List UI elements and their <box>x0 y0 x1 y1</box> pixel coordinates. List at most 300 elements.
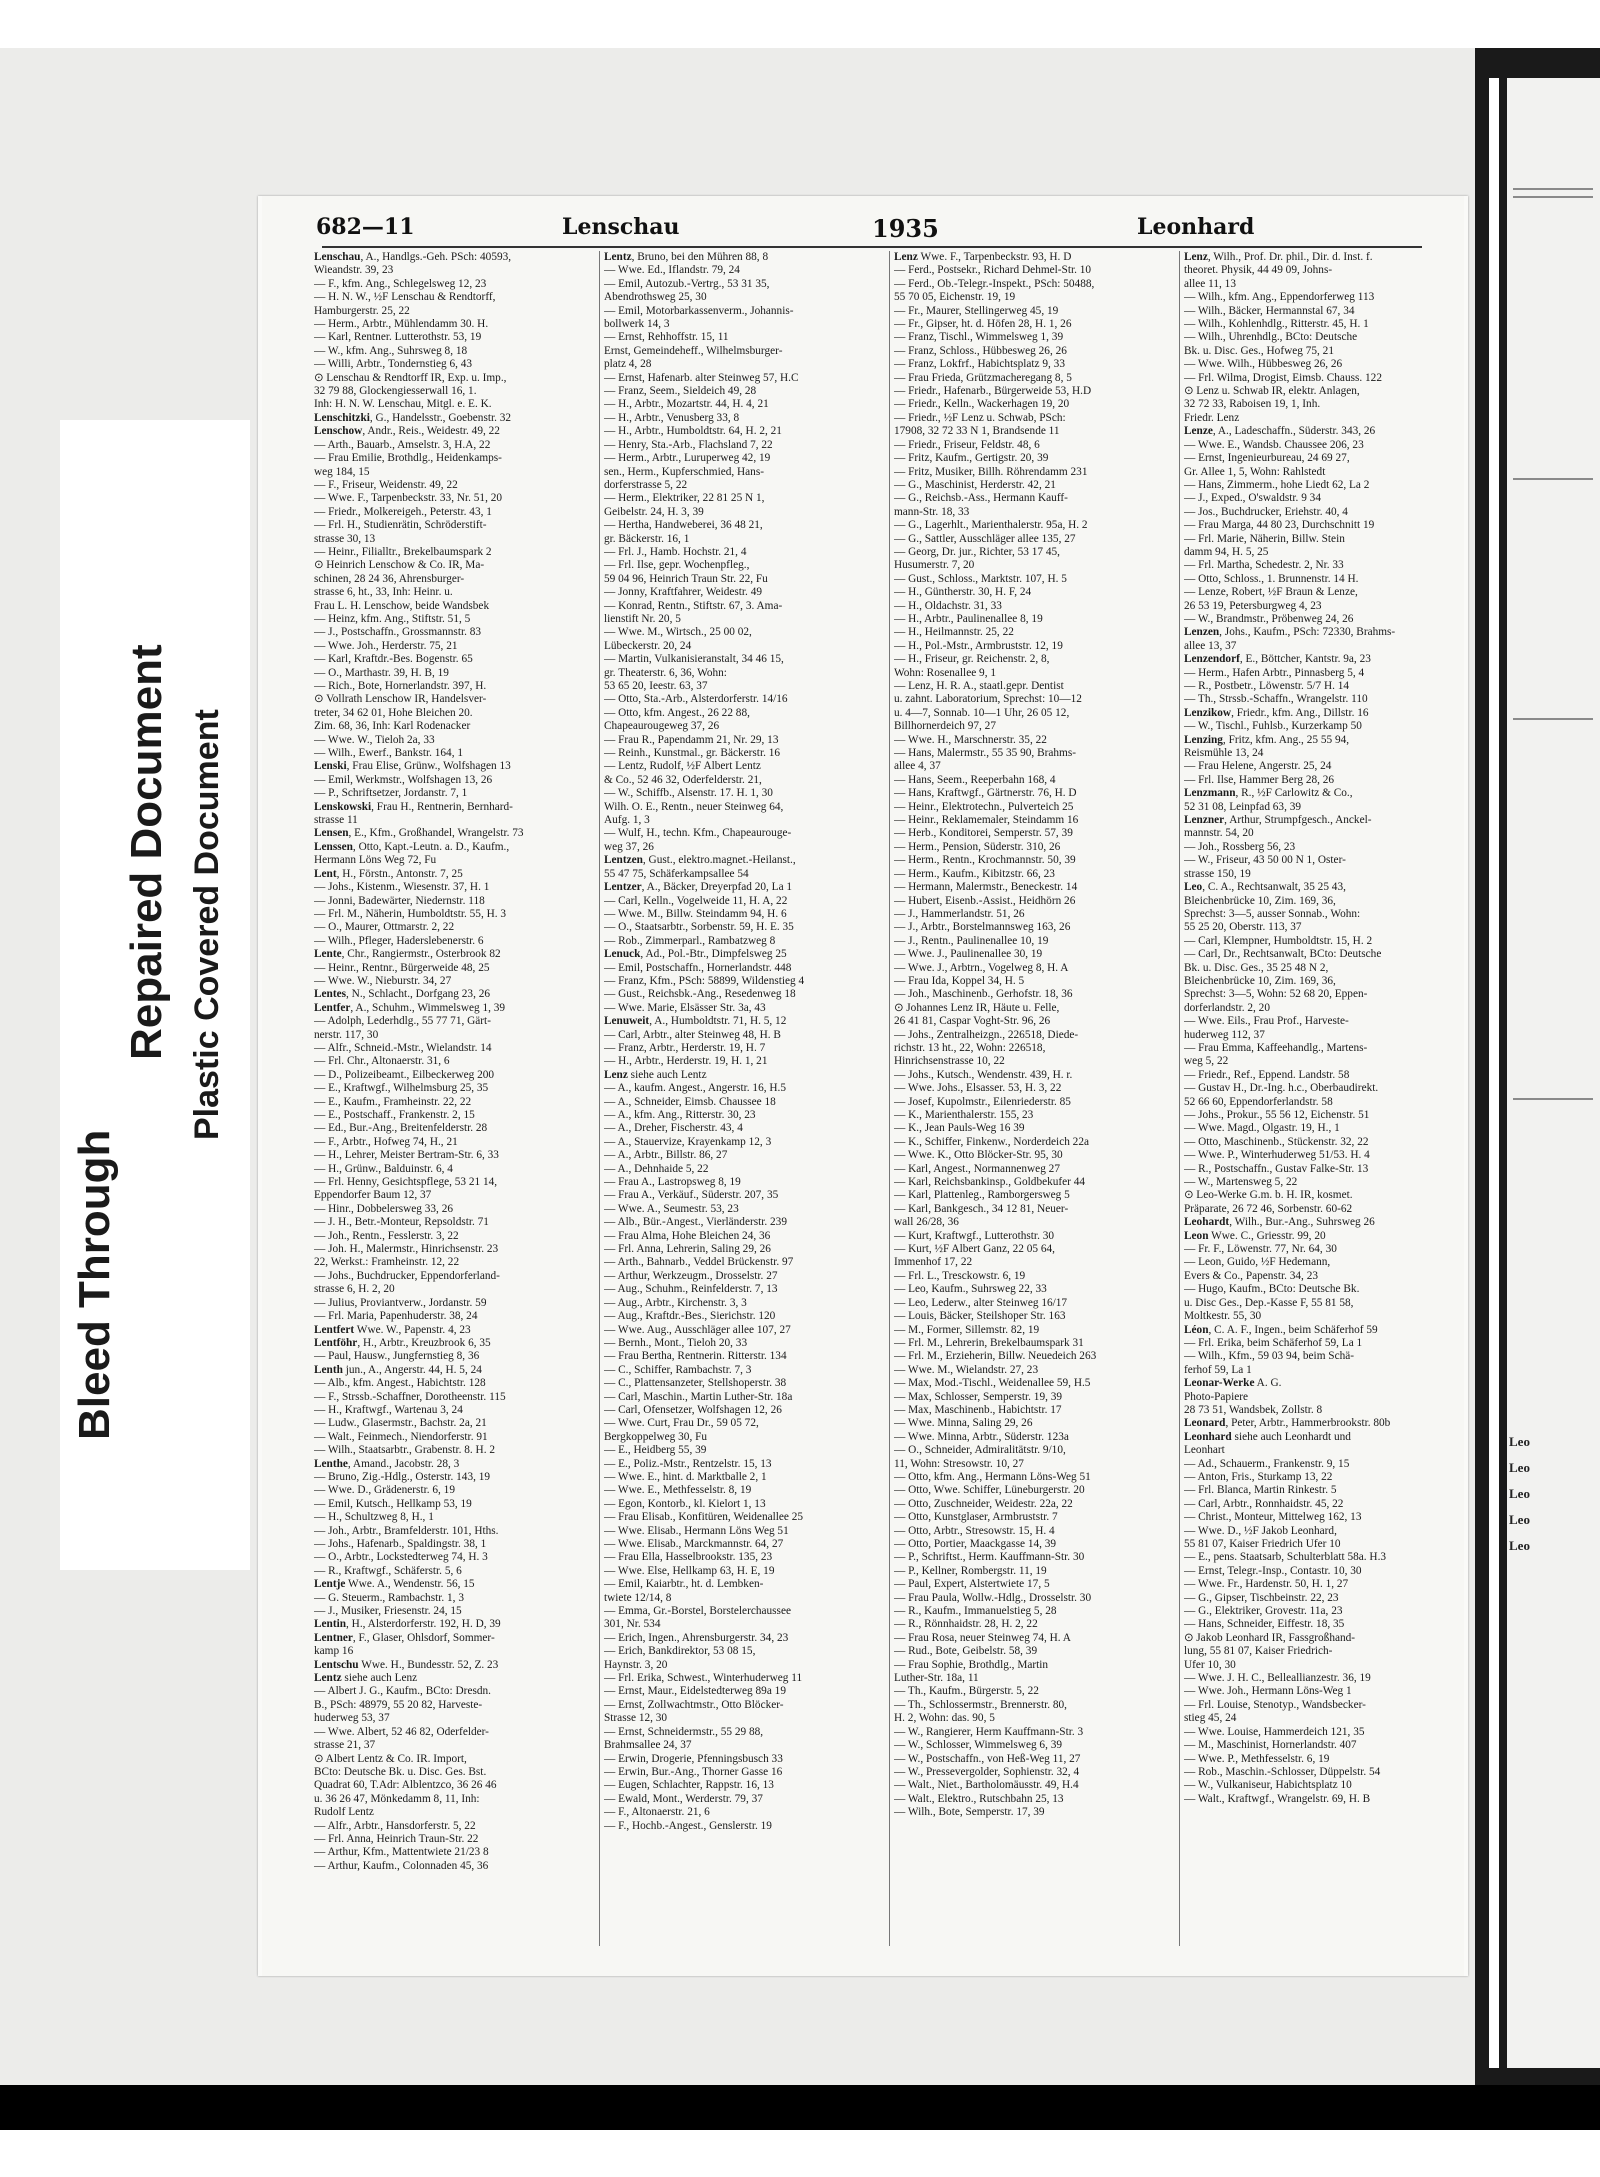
directory-entry: 26 41 81, Caspar Voght-Str. 96, 26 <box>894 1015 1051 1028</box>
directory-entry: 55 47 75, Schäferkampsallee 54 <box>604 867 749 880</box>
directory-entry: Lentz siehe auch Lenz <box>314 1672 418 1685</box>
directory-entry: twiete 12/14, 8 <box>604 1591 672 1604</box>
directory-entry: — F., Altonaerstr. 21, 6 <box>604 1806 710 1819</box>
directory-entry: — W., Brandmstr., Pröbenweg 24, 26 <box>1184 612 1354 625</box>
directory-entry: — Wwe. Minna, Saling 29, 26 <box>894 1417 1033 1430</box>
directory-entry: — J., Rentn., Paulinenallee 10, 19 <box>894 934 1049 947</box>
directory-entry: — J., Musiker, Friesenstr. 24, 15 <box>314 1605 462 1618</box>
directory-entry: — Albert J. G., Kaufm., BCto: Dresdn. <box>314 1685 491 1698</box>
directory-entry: — Th., Schlossermstr., Brennerstr. 80, <box>894 1698 1067 1711</box>
directory-entry: Lent, H., Förstn., Antonstr. 7, 25 <box>314 867 463 880</box>
directory-entry: — Wwe. J., Paulinenallee 30, 19 <box>894 948 1043 961</box>
directory-entry: — D., Polizeibeamt., Eilbeckerweg 200 <box>314 1068 495 1081</box>
directory-entry: — Ernst, Rehhoffstr. 15, 11 <box>604 331 729 344</box>
directory-entry: platz 4, 28 <box>604 358 652 371</box>
directory-entry: weg 37, 26 <box>604 840 654 853</box>
directory-entry: — Aug., Arbtr., Kirchenstr. 3, 3 <box>604 1296 747 1309</box>
directory-entry: — Frl. M., Erzieherin, Billw. Neuedeich 263 <box>894 1350 1097 1363</box>
directory-entry: — Carl, Ofensetzer, Wolfshagen 12, 26 <box>604 1403 782 1416</box>
directory-entry: Lentner, F., Glaser, Ohlsdorf, Sommer- <box>314 1631 495 1644</box>
directory-entry: — H., Arbtr., Herderstr. 19, H. 1, 21 <box>604 1055 768 1068</box>
directory-entry: — Frl. Anna, Heinrich Traun-Str. 22 <box>314 1832 479 1845</box>
directory-entry: — Wwe. Albert, 52 46 82, Oderfelder- <box>314 1725 489 1738</box>
directory-entry: — G., Gipser, Tischbeinstr. 22, 23 <box>1184 1591 1339 1604</box>
directory-entry: — Frl. Martha, Schedestr. 2, Nr. 33 <box>1184 559 1344 572</box>
directory-entry: dorferlandstr. 2, 20 <box>1184 1001 1270 1014</box>
directory-entry: — Leon, Guido, ½F Hedemann, <box>1184 1256 1331 1269</box>
directory-entry: — Otto, kfm. Ang., Hermann Löns-Weg 51 <box>894 1470 1091 1483</box>
directory-entry: Lenzmann, R., ½F Carlowitz & Co., <box>1184 787 1353 800</box>
directory-entry: — Wilh., Bote, Semperstr. 17, 39 <box>894 1806 1045 1819</box>
directory-entry: Lenz, Wilh., Prof. Dr. phil., Dir. d. Inst. f. <box>1184 251 1373 263</box>
directory-entry: Reismühle 13, 24 <box>1184 747 1264 760</box>
directory-entry: 26 53 19, Petersburgweg 4, 23 <box>1184 599 1322 612</box>
directory-entry: — J., Postschaffn., Grossmannstr. 83 <box>314 626 482 639</box>
directory-entry: — H., Oldachstr. 31, 33 <box>894 599 1002 612</box>
directory-entry: — Otto, kfm. Angest., 26 22 88, <box>604 706 750 719</box>
directory-entry: — Adolph, Lederhdlg., 55 77 71, Gärt- <box>314 1015 491 1028</box>
directory-entry: — Ad., Schauerm., Frankenstr. 9, 15 <box>1184 1457 1350 1470</box>
directory-entry: — Frl. Ilse, Hammer Berg 28, 26 <box>1184 773 1335 786</box>
directory-entry: Rudolf Lentz <box>314 1806 374 1819</box>
directory-entry: — Friedr., Hafenarb., Bürgerweide 53, H.D <box>894 385 1092 398</box>
directory-entry: — Julius, Proviantverw., Jordanstr. 59 <box>314 1296 487 1309</box>
directory-entry: — Wwe. E., Methfesselstr. 8, 19 <box>604 1484 752 1497</box>
directory-entry: — G., Sattler, Ausschläger allee 135, 27 <box>894 532 1076 545</box>
directory-entry: Hermann Löns Weg 72, Fu <box>314 854 437 867</box>
directory-entry: — Gustav H., Dr.-Ing. h.c., Oberbaudirekt. <box>1184 1082 1379 1095</box>
next-page-text: Leo <box>1509 1434 1530 1449</box>
directory-entry: Lentz, Bruno, bei den Mühren 88, 8 <box>604 251 769 263</box>
directory-entry: — Rob., Maschin.-Schlosser, Düppelstr. 54 <box>1184 1765 1381 1778</box>
directory-entry: lung, 55 81 07, Kaiser Friedrich- <box>1184 1645 1333 1658</box>
directory-entry: — Herm., Rentn., Krochmannstr. 50, 39 <box>894 854 1076 867</box>
directory-entry: — Frau Frieda, Grützmacheregang 8, 5 <box>894 371 1072 384</box>
directory-entry: strasse 6, ht., 33, Inh: Heinr. u. <box>314 586 453 599</box>
directory-entry: Evers & Co., Papenstr. 34, 23 <box>1184 1269 1318 1282</box>
directory-entry: — F., kfm. Ang., Schlegelsweg 12, 23 <box>314 277 487 290</box>
column-4-entries <box>1184 251 1464 1806</box>
directory-entry: Leohardt, Wilh., Bur.-Ang., Suhrsweg 26 <box>1184 1216 1375 1229</box>
directory-entry: Bk. u. Disc. Ges., 35 25 48 N 2, <box>1184 961 1329 974</box>
directory-entry: — Ernst, Hafenarb. alter Steinweg 57, H.C <box>604 371 799 384</box>
directory-entry: ⊙ Vollrath Lenschow IR, Handelsver- <box>314 693 487 706</box>
directory-entry: 52 31 08, Leinpfad 63, 39 <box>1184 800 1302 813</box>
directory-entry: Bleichenbrücke 10, Zim. 169, 36, <box>1184 974 1336 987</box>
directory-entry: — W., Vulkaniseur, Habichtsplatz 10 <box>1184 1779 1352 1792</box>
directory-entry: — Fr. F., Löwenstr. 77, Nr. 64, 30 <box>1184 1243 1337 1256</box>
directory-entry: — Aug., Kraftdr.-Bes., Sierichstr. 120 <box>604 1310 776 1323</box>
directory-entry: — Alb., kfm. Angest., Habichtstr. 128 <box>314 1377 486 1390</box>
directory-entry: — Herm., Pension, Süderstr. 310, 26 <box>894 840 1061 853</box>
directory-entry: — R., Kraftwgf., Schäferstr. 5, 6 <box>314 1564 462 1577</box>
directory-entry: — Henry, Sta.-Arb., Flachsland 7, 22 <box>604 438 773 451</box>
directory-entry: — Walt., Elektro., Rutschbahn 25, 13 <box>894 1792 1064 1805</box>
directory-entry: Sprechst: 3—5, ausser Sonnab., Wohn: <box>1184 907 1361 920</box>
directory-entry: — Heinr., Rentnr., Bürgerweide 48, 25 <box>314 961 490 974</box>
directory-entry: — Kurt, ½F Albert Ganz, 22 05 64, <box>894 1243 1055 1256</box>
directory-entry: — Frau Helene, Angerstr. 25, 24 <box>1184 760 1332 773</box>
directory-entry: — Arth., Bahnarb., Veddel Brückenstr. 97 <box>604 1256 794 1269</box>
directory-entry: — H., Arbtr., Paulinenallee 8, 19 <box>894 612 1043 625</box>
directory-entry: Lenz siehe auch Lentz <box>604 1068 707 1081</box>
directory-entry: — Wwe. P., Winterhuderweg 51/53. H. 4 <box>1184 1149 1370 1162</box>
directory-entry: — K., Jean Pauls-Weg 16 39 <box>894 1122 1025 1135</box>
directory-entry: — Walt., Niet., Bartholomäusstr. 49, H.4 <box>894 1779 1079 1792</box>
directory-entry: — E., Postschaff., Frankenstr. 2, 15 <box>314 1109 475 1121</box>
directory-entry: — Joh., Arbtr., Bramfelderstr. 101, Hths. <box>314 1524 499 1537</box>
directory-entry: Lenzikow, Friedr., kfm. Ang., Dillstr. 16 <box>1184 706 1369 719</box>
directory-entry: — Wilh., Uhrenhdlg., BCto: Deutsche <box>1184 331 1358 344</box>
directory-entry: Lenze, A., Ladeschaffn., Süderstr. 343, 26 <box>1184 425 1376 438</box>
directory-entry: — Emil, Postschaffn., Hornerlandstr. 448 <box>604 961 792 974</box>
directory-entry: — Joh., Rentn., Fesslerstr. 3, 22 <box>314 1229 459 1242</box>
directory-entry: — Erwin, Bur.-Ang., Thorner Gasse 16 <box>604 1765 783 1778</box>
directory-entry: 59 04 96, Heinrich Traun Str. 22, Fu <box>604 572 768 585</box>
directory-entry: — Carl, Maschin., Martin Luther-Str. 18a <box>604 1390 793 1403</box>
directory-entry: 17908, 32 72 33 N 1, Brandsende 11 <box>894 425 1060 438</box>
directory-entry: — Frl. Wilma, Drogist, Eimsb. Chauss. 122 <box>1184 371 1382 384</box>
directory-entry: — E., Kaufm., Framheinstr. 22, 22 <box>314 1095 472 1108</box>
directory-entry: — W., Martensweg 5, 22 <box>1184 1176 1298 1189</box>
directory-entry: — Johs., Prokur., 55 56 12, Eichenstr. 51 <box>1184 1109 1370 1121</box>
directory-entry: — Emil, Kutsch., Hellkamp 53, 19 <box>314 1497 472 1510</box>
directory-entry: — Otto, Kunstglaser, Armbruststr. 7 <box>894 1511 1058 1524</box>
directory-entry: strasse 150, 19 <box>1184 867 1251 880</box>
directory-entry: — Joh., Maschinenb., Gerhofstr. 18, 36 <box>894 988 1073 1001</box>
directory-entry: — Aug., Schuhm., Reinfelderstr. 7, 13 <box>604 1283 778 1296</box>
directory-entry: — Johs., Kistenm., Wiesenstr. 37, H. 1 <box>314 881 490 894</box>
directory-entry: — Erich, Bankdirektor, 53 08 15, <box>604 1645 756 1658</box>
directory-entry: — Egon, Kontorb., kl. Kielort 1, 13 <box>604 1497 766 1510</box>
directory-entry: 32 79 88, Glockengiesserwall 16, 1. <box>314 385 477 398</box>
directory-entry: — Herm., Hafen Arbtr., Pinnasberg 5, 4 <box>1184 666 1365 679</box>
directory-entry: — Wilh., Pfleger, Haderslebenerstr. 6 <box>314 934 484 947</box>
directory-entry: — Wwe. E., hint. d. Marktballe 2, 1 <box>604 1470 767 1483</box>
directory-entry: — H. N. W., ½F Lenschau & Rendtorff, <box>314 291 496 304</box>
directory-entry: — Otto, Arbtr., Stresowstr. 15, H. 4 <box>894 1524 1055 1537</box>
directory-entry: — Arthur, Kfm., Mattentwiete 21/23 8 <box>314 1846 489 1859</box>
directory-entry: — P., Kellner, Rombergstr. 11, 19 <box>894 1564 1047 1577</box>
directory-entry: — R., Rönnhaidstr. 28, H. 2, 22 <box>894 1618 1038 1631</box>
directory-entry: — Carl, Dr., Rechtsanwalt, BCto: Deutsche <box>1184 948 1382 961</box>
directory-entry: — Christ., Monteur, Mittelweg 162, 13 <box>1184 1511 1362 1524</box>
directory-entry: — Frl. Louise, Stenotyp., Wandsbecker- <box>1184 1698 1366 1711</box>
directory-entry: — Alfr., Arbtr., Hansdorferstr. 5, 22 <box>314 1819 476 1832</box>
directory-entry: nerstr. 117, 30 <box>314 1028 379 1041</box>
directory-entry: ⊙ Johannes Lenz IR, Häute u. Felle, <box>894 1001 1060 1014</box>
directory-entry: Immenhof 17, 22 <box>894 1256 973 1269</box>
directory-entry: — F., Friseur, Weidenstr. 49, 22 <box>314 478 458 491</box>
directory-entry: Léon, C. A. F., Ingen., beim Schäferhof 59 <box>1184 1323 1378 1336</box>
directory-entry: — G., Reichsb.-Ass., Hermann Kauff- <box>894 492 1068 505</box>
header-year: 1935 <box>872 214 939 243</box>
directory-entry: — Arth., Bauarb., Amselstr. 3, H.A, 22 <box>314 438 491 451</box>
directory-entry: — Frau A., Lastropsweg 8, 19 <box>604 1176 741 1189</box>
directory-entry: ⊙ Albert Lentz & Co. IR. Import, <box>314 1752 467 1765</box>
directory-entry: 11, Wohn: Stresowstr. 10, 27 <box>894 1457 1024 1470</box>
directory-entry: Chapeaurougeweg 37, 26 <box>604 720 720 733</box>
directory-entry: — Max, Mod.-Tischl., Weidenallee 59, H.5 <box>894 1377 1091 1390</box>
directory-entry: — Max, Maschinenb., Habichtstr. 17 <box>894 1403 1062 1416</box>
directory-entry: — Emil, Autozub.-Vertrg., 53 31 35, <box>604 277 770 290</box>
directory-entry: — Frl. Marie, Näherin, Billw. Stein <box>1184 532 1345 545</box>
directory-entry: — O., Arbtr., Lockstedterweg 74, H. 3 <box>314 1551 488 1564</box>
directory-entry: — Wwe. Joh., Herderstr. 75, 21 <box>314 639 458 652</box>
directory-entry: 28 73 51, Wandsbek, Zollstr. 8 <box>1184 1403 1323 1416</box>
directory-entry: — Wulf, H., techn. Kfm., Chapeaurouge- <box>604 827 792 840</box>
directory-entry: — Hermann, Malermstr., Beneckestr. 14 <box>894 881 1078 894</box>
directory-entry: — Johs., Hafenarb., Spaldingstr. 38, 1 <box>314 1538 487 1550</box>
directory-entry: — Wwe. Fr., Hardenstr. 50, H. 1, 27 <box>1184 1578 1349 1591</box>
directory-entry: — A., Arbtr., Billstr. 86, 27 <box>604 1149 728 1162</box>
directory-entry: 55 70 05, Eichenstr. 19, 19 <box>894 291 1016 304</box>
directory-entry: mann-Str. 18, 33 <box>894 505 970 518</box>
directory-entry: — W., kfm. Ang., Suhrsweg 8, 18 <box>314 344 468 357</box>
repaired-document-label: Repaired Document <box>122 644 171 1060</box>
directory-entry: — Frau Marga, 44 80 23, Durchschnitt 19 <box>1184 519 1375 532</box>
directory-entry: — Wwe. J., Arbtrn., Vogelweg 8, H. A <box>894 961 1069 974</box>
directory-entry: damm 94, H. 5, 25 <box>1184 545 1269 558</box>
directory-entry: — O., Maurer, Ottmarstr. 2, 22 <box>314 921 455 934</box>
page-gutter <box>1489 78 1499 2068</box>
directory-entry: — A., kfm. Ang., Ritterstr. 30, 23 <box>604 1109 756 1121</box>
directory-entry: — Johs., Kutsch., Wendenstr. 439, H. r. <box>894 1068 1073 1081</box>
directory-entry: weg 184, 15 <box>314 465 370 478</box>
directory-entry: — O., Staatsarbtr., Sorbenstr. 59, H. E. 35 <box>604 921 794 934</box>
column-3-entries <box>894 251 1174 1820</box>
directory-entry: — Friedr., Friseur, Feldstr. 48, 6 <box>894 438 1040 451</box>
directory-entry: — Frl. Erika, beim Schäferhof 59, La 1 <box>1184 1336 1363 1349</box>
directory-entry: — A., Stauervize, Krayenkamp 12, 3 <box>604 1135 772 1148</box>
adjacent-page-strip <box>1475 48 1600 2088</box>
directory-entry: allee 13, 37 <box>1184 639 1237 652</box>
directory-entry: Bergkoppelweg 30, Fu <box>604 1430 708 1443</box>
directory-entry: treter, 34 62 01, Hohe Bleichen 20. <box>314 706 473 719</box>
directory-entry: — Rich., Bote, Hornerlandstr. 397, H. <box>314 680 487 692</box>
directory-entry: — K., Schiffer, Finkenw., Norderdeich 22a <box>894 1135 1089 1148</box>
next-page-line <box>1513 196 1593 198</box>
directory-entry: — Wwe. D., Grädenerstr. 6, 19 <box>314 1484 455 1497</box>
directory-entry: 52 66 60, Eppendorferlandstr. 58 <box>1184 1095 1333 1108</box>
directory-entry: Lenski, Frau Elise, Grünw., Wolfshagen 13 <box>314 760 511 773</box>
directory-entry: Lentin, H., Alsterdorferstr. 192, H. D, 39 <box>314 1618 501 1631</box>
directory-entry: — Friedr., Kelln., Wackerhagen 19, 20 <box>894 398 1070 411</box>
directory-entry: — H., Pol.-Mstr., Armbruststr. 12, 19 <box>894 639 1063 652</box>
directory-entry: Präparate, 26 72 46, Sorbenstr. 60-62 <box>1184 1202 1353 1215</box>
directory-entry: Wilh. O. E., Rentn., neuer Steinweg 64, <box>604 800 784 813</box>
directory-entry: — Emil, Motorbarkassenverm., Johannis- <box>604 304 794 317</box>
directory-entry: — W., Postschaffn., von Heß-Weg 11, 27 <box>894 1752 1081 1765</box>
directory-entry: — Heinr., Elektrotechn., Pulverteich 25 <box>894 800 1074 813</box>
directory-entry: — Wilh., Bäcker, Hermannstal 67, 34 <box>1184 304 1355 317</box>
directory-entry: u. Disc Ges., Dep.-Kasse F, 55 81 58, <box>1184 1296 1354 1309</box>
directory-entry: — W., Pressevergolder, Sophienstr. 32, 4 <box>894 1765 1080 1778</box>
directory-entry: — Frl. M., Lehrerin, Brekelbaumspark 31 <box>894 1336 1084 1349</box>
directory-entry: — Wwe. W., Tieloh 2a, 33 <box>314 733 435 746</box>
directory-entry: — Bruno, Zig.-Hdlg., Osterstr. 143, 19 <box>314 1470 491 1483</box>
directory-entry: — Heinr., Filialltr., Brekelbaumspark 2 <box>314 545 492 558</box>
directory-entry: Lenz Wwe. F., Tarpenbeckstr. 93, H. D <box>894 251 1072 263</box>
directory-entry: — Wwe. Wilh., Hübbesweg 26, 26 <box>1184 358 1343 371</box>
directory-entry: u. zahnt. Laboratorium, Sprechst: 10—12 <box>894 693 1082 706</box>
directory-entry: — Hinr., Dobbelersweg 33, 26 <box>314 1202 453 1215</box>
directory-entry: — Karl, Bankgesch., 34 12 81, Neuer- <box>894 1202 1069 1215</box>
header-rule <box>322 246 1422 248</box>
directory-entry: — Otto, Maschinenb., Stückenstr. 32, 22 <box>1184 1135 1369 1148</box>
directory-entry: — Georg, Dr. jur., Richter, 53 17 45, <box>894 545 1060 558</box>
directory-entry: 55 81 07, Kaiser Friedrich Ufer 10 <box>1184 1538 1341 1550</box>
directory-entry: Lenzner, Arthur, Strumpfgesch., Anckel- <box>1184 814 1372 827</box>
directory-entry: — Frau Ida, Koppel 34, H. 5 <box>894 974 1025 987</box>
directory-page <box>258 196 1468 1976</box>
directory-entry: — Friedr., Molkereigeh., Peterstr. 43, 1 <box>314 505 492 518</box>
directory-entry: Lenschitzki, G., Handelsstr., Goebenstr. 32 <box>314 411 512 424</box>
directory-entry: — Otto, Zuschneider, Weidestr. 22a, 22 <box>894 1497 1073 1510</box>
directory-entry: — Wwe. D., ½F Jakob Leonhard, <box>1184 1524 1337 1537</box>
directory-entry: sen., Herm., Kupferschmied, Hans- <box>604 465 764 478</box>
directory-entry: — Wwe. E., Wandsb. Chaussee 206, 23 <box>1184 438 1364 451</box>
directory-entry: — Fr., Maurer, Stellingerweg 45, 19 <box>894 304 1059 317</box>
directory-entry: stieg 45, 24 <box>1184 1712 1237 1725</box>
directory-entry: — Herm., Kaufm., Kibitzstr. 66, 23 <box>894 867 1055 880</box>
directory-entry: Lenzen, Johs., Kaufm., PSch: 72330, Brahms- <box>1184 626 1396 639</box>
directory-entry: — Emil, Kaiarbtr., ht. d. Lembken- <box>604 1578 764 1591</box>
directory-entry: allee 11, 13 <box>1184 277 1236 290</box>
directory-entry: — Otto, Schloss., 1. Brunnenstr. 14 H. <box>1184 572 1359 585</box>
column-1 <box>314 251 594 1951</box>
directory-entry: & Co., 52 46 32, Oderfelderstr. 21, <box>604 773 762 786</box>
directory-entry: Leonard, Peter, Arbtr., Hammerbrookstr. 80b <box>1184 1417 1391 1430</box>
directory-entry: — H., Arbtr., Humboldtstr. 64, H. 2, 21 <box>604 425 782 438</box>
directory-entry: Leo, C. A., Rechtsanwalt, 35 25 43, <box>1184 881 1346 894</box>
directory-entry: Abendrothsweg 25, 30 <box>604 291 707 304</box>
plastic-covered-label: Plastic Covered Document <box>188 709 226 1140</box>
directory-entry: — Karl, Angest., Normannenweg 27 <box>894 1162 1060 1175</box>
directory-entry: — Max, Schlosser, Semperstr. 19, 39 <box>894 1390 1063 1403</box>
directory-entry: — W., Friseur, 43 50 00 N 1, Oster- <box>1184 854 1346 867</box>
directory-entry: — P., Schriftst., Herm. Kauffmann-Str. 30 <box>894 1551 1085 1564</box>
directory-entry: huderweg 53, 37 <box>314 1712 390 1725</box>
directory-entry: — G., Lagerhlt., Marienthalerstr. 95a, H. 2 <box>894 519 1088 532</box>
directory-entry: gr. Theaterstr. 6, 36, Wohn: <box>604 666 727 679</box>
directory-entry: — Ludw., Glasermstr., Bachstr. 2a, 21 <box>314 1417 487 1430</box>
directory-entry: — Erich, Ingen., Ahrensburgerstr. 34, 23 <box>604 1631 789 1644</box>
directory-entry: schinen, 28 24 36, Ahrensburger- <box>314 572 465 585</box>
directory-entry: — Wwe. Aug., Ausschläger allee 107, 27 <box>604 1323 791 1336</box>
directory-entry: Lentje Wwe. A., Wendenstr. 56, 15 <box>314 1578 475 1591</box>
directory-entry: Frau L. H. Lenschow, beide Wandsbek <box>314 599 490 612</box>
directory-entry: — C., Schiffer, Rambachstr. 7, 3 <box>604 1363 752 1376</box>
directory-entry: Leonhart <box>1184 1444 1225 1457</box>
directory-entry: — Wwe. Ed., Iflandstr. 79, 24 <box>604 264 740 277</box>
directory-entry: — H., Güntherstr. 30, H. F, 24 <box>894 586 1032 599</box>
directory-entry: — Emil, Werkmstr., Wolfshagen 13, 26 <box>314 773 493 786</box>
directory-entry: ⊙ Lenz u. Schwab IR, elektr. Anlagen, <box>1184 385 1360 398</box>
directory-entry: — Paul, Expert, Alstertwiete 17, 5 <box>894 1578 1050 1591</box>
directory-entry: — Frl. Anna, Lehrerin, Saling 29, 26 <box>604 1243 771 1256</box>
directory-entry: mannstr. 54, 20 <box>1184 827 1254 840</box>
directory-entry: — Wwe. Eils., Frau Prof., Harveste- <box>1184 1015 1349 1028</box>
directory-entry: — Ferd., Postsekr., Richard Dehmel-Str. 10 <box>894 264 1092 277</box>
directory-entry: u. 36 26 47, Mönkedamm 8, 11, Inh: <box>314 1792 480 1805</box>
directory-entry: — Wwe. Marie, Elsässer Str. 3a, 43 <box>604 1001 766 1014</box>
directory-entry: — Karl, Reichsbankinsp., Goldbekufer 44 <box>894 1176 1086 1189</box>
directory-entry: — Wwe. Johs., Elsasser. 53, H. 3, 22 <box>894 1082 1062 1095</box>
directory-entry: — K., Marienthalerstr. 155, 23 <box>894 1109 1034 1121</box>
directory-entry: ⊙ Leo-Werke G.m. b. H. IR, kosmet. <box>1184 1189 1353 1202</box>
directory-entry: — Franz, Lokfrf., Habichtsplatz 9, 33 <box>894 358 1065 371</box>
directory-entry: — Lentz, Rudolf, ½F Albert Lentz <box>604 760 761 773</box>
directory-entry: — R., Postschaffn., Gustav Falke-Str. 13 <box>1184 1162 1369 1175</box>
directory-entry: — M., Former, Sillemstr. 82, 19 <box>894 1323 1040 1336</box>
directory-entry: — Walt., Kraftwgf., Wrangelstr. 69, H. B <box>1184 1792 1371 1805</box>
directory-entry: — Friedr., Ref., Eppend. Landstr. 58 <box>1184 1068 1350 1081</box>
directory-entry: — Herb., Konditorei, Semperstr. 57, 39 <box>894 827 1073 840</box>
directory-entry: — Reinh., Kunstmal., gr. Bäckerstr. 16 <box>604 747 781 760</box>
directory-entry: — Frl. Henny, Gesichtspflege, 53 21 14, <box>314 1176 498 1189</box>
next-page-line <box>1513 478 1593 480</box>
directory-entry: — M., Maschinist, Hornerlandstr. 407 <box>1184 1739 1357 1752</box>
column-divider <box>599 251 600 1946</box>
directory-entry: — Frau Bertha, Rentnerin. Ritterstr. 134 <box>604 1350 787 1363</box>
directory-entry: Photo-Papiere <box>1184 1390 1249 1403</box>
directory-entry: — Alb., Bür.-Angest., Vierländerstr. 239 <box>604 1216 787 1229</box>
directory-entry: — Ernst, Schneidermstr., 55 29 88, <box>604 1725 764 1738</box>
directory-entry: — O., Schneider, Admiralitätstr. 9/10, <box>894 1444 1066 1457</box>
directory-entry: — Fritz, Musiker, Billh. Röhrendamm 231 <box>894 465 1088 478</box>
directory-entry: — E., Heidberg 55, 39 <box>604 1444 707 1457</box>
directory-entry: Ernst, Gemeindeheff., Wilhelmsburger- <box>604 344 783 357</box>
directory-entry: — Hans, Kraftwgf., Gärtnerstr. 76, H. D <box>894 787 1077 800</box>
next-page-line <box>1513 718 1593 720</box>
directory-entry: — F., Strssb.-Schaffner, Dorotheenstr. 115 <box>314 1390 506 1403</box>
directory-entry: huderweg 112, 37 <box>1184 1028 1265 1041</box>
directory-entry: richstr. 13 ht., 22, Wohn: 226518, <box>894 1041 1046 1054</box>
directory-entry: — Th., Strssb.-Schaffn., Wrangelstr. 110 <box>1184 693 1368 706</box>
directory-entry: — Herm., Arbtr., Luruperweg 42, 19 <box>604 452 771 465</box>
directory-entry: Lentfer, A., Schuhm., Wimmelsweg 1, 39 <box>314 1001 506 1014</box>
next-page-line <box>1513 188 1593 190</box>
directory-entry: — Frau Alma, Hohe Bleichen 24, 36 <box>604 1229 771 1242</box>
scan-top-margin <box>0 0 1600 48</box>
directory-entry: — Otto, Sta.-Arb., Alsterdorferstr. 14/16 <box>604 693 788 706</box>
column-4 <box>1184 251 1464 1951</box>
directory-entry: — E., pens. Staatsarb, Schulterblatt 58a. H.3 <box>1184 1551 1387 1564</box>
column-divider <box>1179 251 1180 1946</box>
directory-entry: — Wwe. Joh., Hermann Löns-Weg 1 <box>1184 1685 1352 1698</box>
directory-entry: Lenschow, Andr., Reis., Weidestr. 49, 22 <box>314 425 500 438</box>
next-page-text: Leo <box>1509 1512 1530 1527</box>
directory-entry: strasse 21, 37 <box>314 1739 376 1752</box>
directory-entry: bollwerk 14, 3 <box>604 318 670 331</box>
directory-entry: Lenthe, Amand., Jacobstr. 28, 3 <box>314 1457 460 1470</box>
directory-entry: — Herm., Arbtr., Mühlendamm 30. H. <box>314 318 489 331</box>
directory-entry: Lenskowski, Frau H., Rentnerin, Bernhard- <box>314 800 513 813</box>
directory-entry: — Arthur, Kaufm., Colonnaden 45, 36 <box>314 1859 489 1872</box>
directory-entry: — Frau Rosa, neuer Steinweg 74, H. A <box>894 1631 1071 1644</box>
directory-entry: Gr. Allee 1, 5, Wohn: Rahlstedt <box>1184 465 1326 478</box>
directory-entry: ferhof 59, La 1 <box>1184 1363 1252 1376</box>
directory-entry: — Jonni, Badewärter, Niedernstr. 118 <box>314 894 485 907</box>
directory-entry: — Joh., Rossberg 56, 23 <box>1184 840 1296 853</box>
directory-entry: — Wwe. Curt, Frau Dr., 59 05 72, <box>604 1417 759 1430</box>
directory-entry: — Wwe. Elisab., Marckmannstr. 64, 27 <box>604 1538 784 1550</box>
directory-entry: — Wwe. F., Tarpenbeckstr. 33, Nr. 51, 20 <box>314 492 503 505</box>
directory-entry: theoret. Physik, 44 49 09, Johns- <box>1184 264 1333 277</box>
directory-entry: — Lenze, Robert, ½F Braun & Lenze, <box>1184 586 1358 599</box>
directory-entry: — Hans, Seem., Reeperbahn 168, 4 <box>894 773 1056 786</box>
